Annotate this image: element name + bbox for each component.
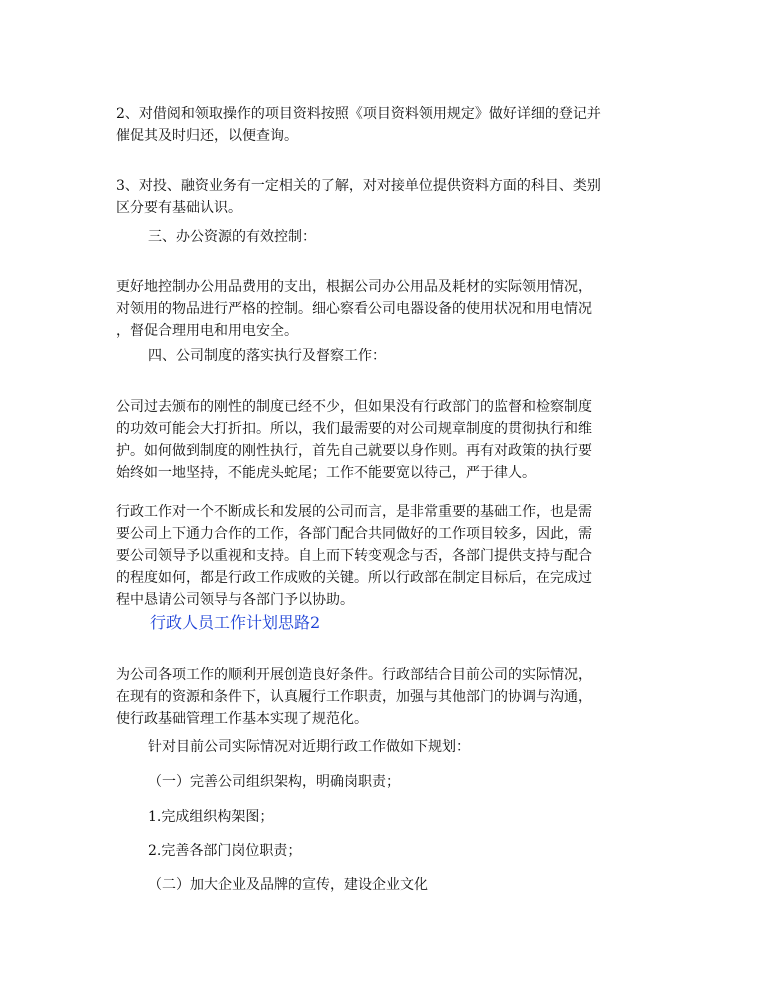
text-line: 使行政基础管理工作基本实现了规范化。 <box>116 711 368 727</box>
text-line: 1.完成组织构架图； <box>148 809 274 825</box>
text-line: 始终如一地坚持，不能虎头蛇尾；工作不能要宽以待己，严于律人。 <box>116 465 536 481</box>
list-item-job-duties <box>148 840 696 862</box>
list-item-organization <box>148 771 696 793</box>
paragraph-conditions <box>116 664 664 730</box>
paragraph-plan-intro <box>148 736 696 758</box>
text-line: 为公司各项工作的顺利开展创造良好条件。行政部结合目前公司的实际情况， <box>116 667 592 683</box>
text-line: 护。如何做到制度的刚性执行，首先自己就要以身作则。再有对政策的执行要 <box>116 443 592 459</box>
text-line: 要公司领导予以重视和支持。自上而下转变观念与否，各部门提供支持与配合 <box>116 548 592 564</box>
text-line: 三、办公资源的有效控制： <box>148 229 316 245</box>
text-line: 的程度如何，都是行政工作成败的关键。所以行政部在制定目标后，在完成过 <box>116 570 592 586</box>
text-line: 2.完善各部门岗位职责； <box>148 843 302 859</box>
text-line: 行政人员工作计划思路2 <box>150 613 321 632</box>
text-line: 更好地控制办公用品费用的支出，根据公司办公用品及耗材的实际领用情况， <box>116 279 592 295</box>
text-line: 的功效可能会大打折扣。所以，我们最需要的对公司规章制度的贯彻执行和维 <box>116 421 592 437</box>
text-line: 催促其及时归还，以便查询。 <box>116 128 298 144</box>
paragraph-admin-importance <box>116 501 664 611</box>
text-line: 四、公司制度的落实执行及督察工作： <box>148 348 386 364</box>
paragraph-office-supplies <box>116 276 664 342</box>
text-line: 在现有的资源和条件下，认真履行工作职责，加强与其他部门的协调与沟通， <box>116 689 592 705</box>
paragraph-policy-enforcement <box>116 396 664 484</box>
list-item-org-chart <box>148 806 696 828</box>
section-heading-policy-enforcement <box>148 345 696 367</box>
text-line: 2、对借阅和领取操作的项目资料按照《项目资料领用规定》做好详细的登记并 <box>116 106 601 122</box>
text-line: 针对目前公司实际情况对近期行政工作做如下规划： <box>148 739 470 755</box>
text-line: 程中恳请公司领导与各部门予以协助。 <box>116 592 354 608</box>
text-line: （一）完善公司组织架构，明确岗职责； <box>148 774 400 790</box>
text-line: （二）加大企业及品牌的宣传，建设企业文化 <box>148 877 428 893</box>
text-line: ，督促合理用电和用电安全。 <box>116 323 298 339</box>
paragraph-item-2-records <box>116 103 664 147</box>
text-line: 公司过去颁布的刚性的制度已经不少，但如果没有行政部门的监督和检察制度 <box>116 399 592 415</box>
text-line: 区分要有基础认识。 <box>116 200 242 216</box>
section-heading-office-resources <box>148 226 696 248</box>
section-title-plan-2 <box>150 612 320 634</box>
text-line: 对领用的物品进行严格的控制。细心察看公司电器设备的使用状况和用电情况 <box>116 301 592 317</box>
text-line: 要公司上下通力合作的工作，各部门配合共同做好的工作项目较多，因此，需 <box>116 526 592 542</box>
text-line: 3、对投、融资业务有一定相关的了解，对对接单位提供资料方面的科目、类别 <box>116 178 601 194</box>
list-item-branding <box>148 874 696 896</box>
paragraph-item-3-investment <box>116 175 664 219</box>
text-line: 行政工作对一个不断成长和发展的公司而言，是非常重要的基础工作，也是需 <box>116 504 592 520</box>
